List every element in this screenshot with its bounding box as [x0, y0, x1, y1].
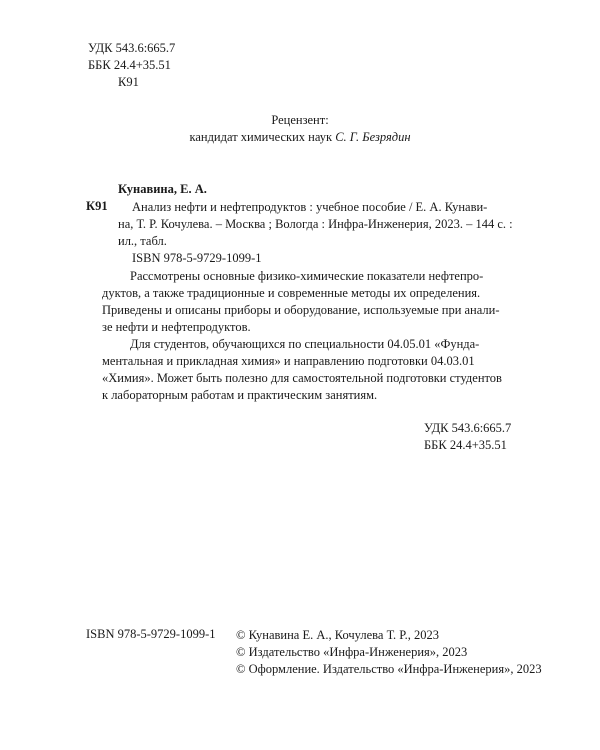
copyright-line: © Издательство «Инфра-Инженерия», 2023 [236, 645, 468, 659]
reviewer-name: С. Г. Безрядин [335, 130, 411, 144]
annotation-line: дуктов, а также традиционные и современные методы их определения. [102, 286, 481, 300]
udk-code: УДК 543.6:665.7 [88, 41, 176, 55]
bibliographic-description [118, 199, 512, 267]
bbk-code-bottom: ББК 24.4+35.51 [424, 438, 507, 452]
biblio-line: ил., табл. [118, 234, 167, 248]
annotation-line: «Химия». Может быть полезно для самостоятельной подготовки студентов [102, 371, 502, 385]
annotation-line: ментальная и прикладная химия» и направлению подготовки 04.03.01 [102, 354, 475, 368]
copyright-line: © Кунавина Е. А., Кочулева Т. Р., 2023 [236, 628, 439, 642]
annotation-line: Для студентов, обучающихся по специальности 04.05.01 «Фунда- [130, 337, 480, 351]
reviewer-label: Рецензент: [271, 113, 329, 127]
codes-bottom [424, 420, 511, 454]
author-mark: К91 [118, 75, 139, 89]
copyright-block [236, 627, 542, 678]
classification-block [88, 40, 175, 91]
reviewer-block [0, 112, 600, 146]
author-heading: Кунавина, Е. А. [118, 182, 207, 196]
annotation-line: Приведены и описаны приборы и оборудование, используемые при анали- [102, 303, 500, 317]
reviewer-degree: кандидат химических наук [189, 130, 333, 144]
annotation-paragraph-2 [102, 336, 512, 404]
annotation-paragraph-1 [102, 268, 512, 336]
bbk-code: ББК 24.4+35.51 [88, 58, 171, 72]
biblio-line: на, Т. Р. Кочулева. – Москва ; Вологда : Инфра-Инженерия, 2023. – 144 с. : [118, 217, 513, 231]
footer-isbn: ISBN 978-5-9729-1099-1 [86, 627, 216, 641]
reviewer-line [0, 129, 600, 146]
annotation-line: зе нефти и нефтепродуктов. [102, 320, 251, 334]
bibliographic-author-mark: К91 [86, 199, 108, 213]
annotation-line: Рассмотрены основные физико-химические показатели нефтепро- [130, 269, 484, 283]
copyright-line: © Оформление. Издательство «Инфра-Инженерия», 2023 [236, 662, 542, 676]
biblio-isbn: ISBN 978-5-9729-1099-1 [132, 251, 262, 265]
annotation-line: к лабораторным работам и практическим занятиям. [102, 388, 378, 402]
udk-code-bottom: УДК 543.6:665.7 [424, 421, 512, 435]
biblio-line: Анализ нефти и нефтепродуктов : учебное пособие / Е. А. Кунави- [132, 200, 488, 214]
